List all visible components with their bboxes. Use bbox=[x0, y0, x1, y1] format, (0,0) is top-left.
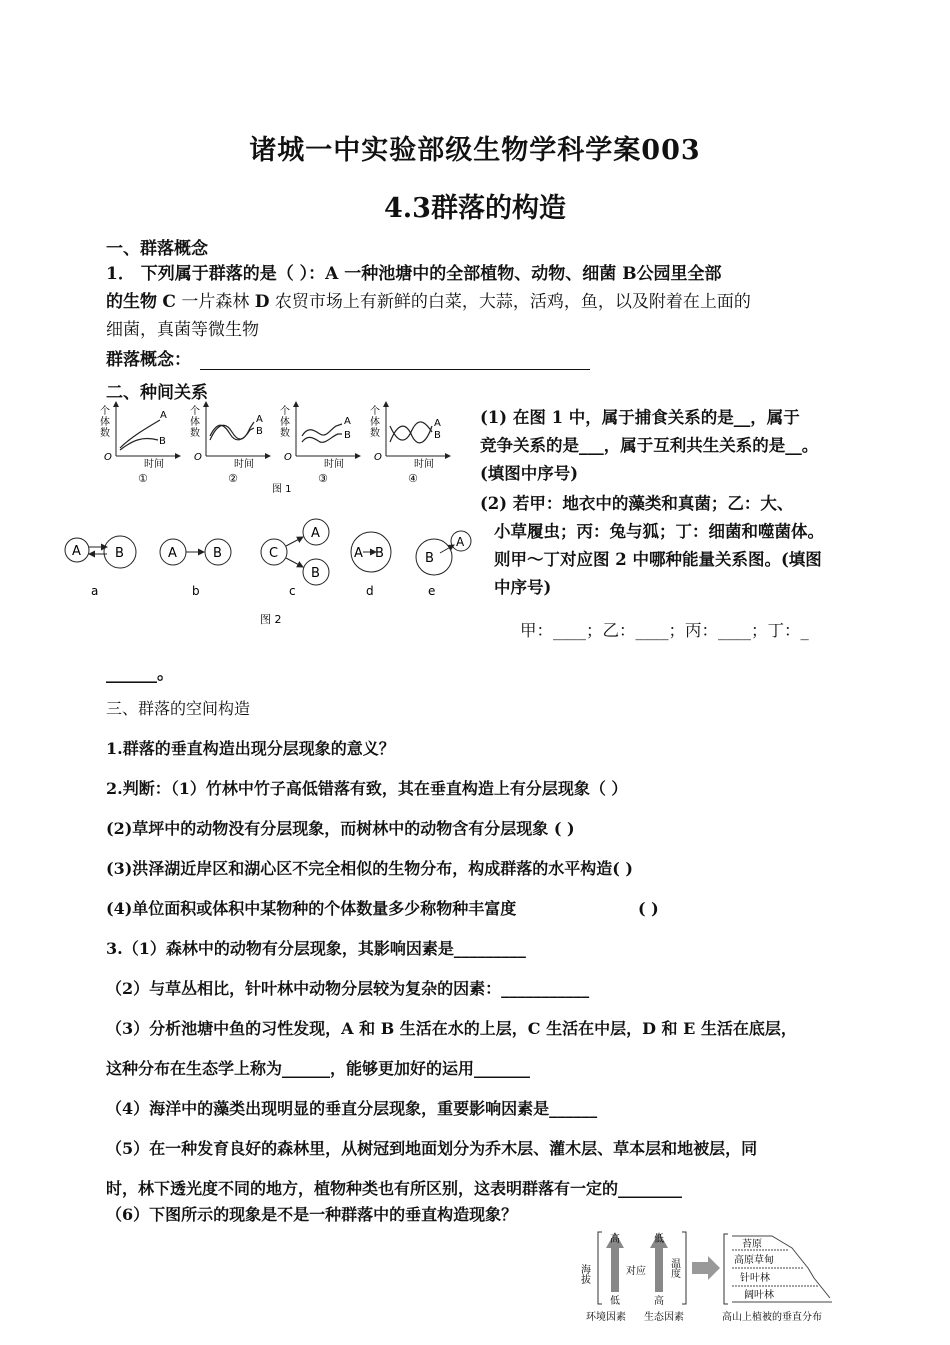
axis-y-char: 数 bbox=[370, 428, 380, 439]
s2-q1-line1: (1) 在图 1 中，属于捕食关系的是__，属于 bbox=[480, 408, 800, 427]
graph-number: ④ bbox=[408, 472, 418, 485]
figure-3-vertical-vegetation bbox=[578, 1228, 842, 1323]
axis-y-char: 数 bbox=[190, 428, 200, 439]
zone-meadow: 高原草甸 bbox=[734, 1255, 774, 1266]
s1-q1-line3: 细菌，真菌等微生物 bbox=[106, 320, 259, 340]
eco-factor-caption: 生态因素 bbox=[644, 1312, 684, 1323]
arrow1-high: 高 bbox=[610, 1234, 620, 1245]
arrow2-high: 高 bbox=[654, 1296, 664, 1307]
axis-x-label: 时间 bbox=[144, 459, 164, 470]
diagram-c bbox=[261, 519, 329, 598]
diagram-e bbox=[416, 531, 471, 598]
figure-3-caption: 高山上植被的垂直分布 bbox=[722, 1312, 822, 1323]
s3-q2-3: (3)洪泽湖近岸区和湖心区不完全相似的生物分布，构成群落的水平构造( ) bbox=[106, 859, 633, 878]
s1-q1-option-c: 一片森林 bbox=[175, 292, 255, 312]
origin-label: O bbox=[374, 452, 382, 463]
correspond-label: 对应 bbox=[626, 1266, 646, 1277]
s3-q3-5b: 时，林下透光度不同的地方，植物种类也有所区别，这表明群落有一定的________ bbox=[106, 1179, 683, 1198]
s3-q1: 1.群落的垂直构造出现分层现象的意义？ bbox=[106, 739, 395, 758]
node-b: B bbox=[375, 546, 384, 561]
zone-broadleaf: 阔叶林 bbox=[744, 1290, 774, 1301]
curve-b-label: B bbox=[434, 430, 441, 441]
node-b: B bbox=[425, 551, 434, 566]
figure-2-energy-diagrams bbox=[58, 515, 478, 630]
s3-q2-4-paren: ( ) bbox=[638, 899, 659, 918]
s2-q2-line2: 小草履虫；丙：兔与狐；丁：细菌和噬菌体。 bbox=[494, 522, 824, 541]
graph-number: ② bbox=[228, 472, 238, 485]
diagram-label: a bbox=[91, 584, 99, 598]
graph-2 bbox=[190, 404, 268, 485]
s1-q1-option-d-letter: D bbox=[254, 292, 270, 312]
s2-q1-line3: (填图中序号) bbox=[480, 464, 579, 483]
section1-heading: 一、群落概念 bbox=[106, 239, 208, 259]
s2-answer-line: 甲：____；乙：____；丙：____；丁：_ bbox=[520, 621, 809, 640]
section3-heading: 三、群落的空间构造 bbox=[106, 699, 251, 718]
s1-q1-stem: 1． 下列属于群落的是（ ）：A 一种池塘中的全部植物、动物、细菌 B bbox=[106, 264, 637, 284]
s3-q3-2: （2）与草丛相比，针叶林中动物分层较为复杂的因素：___________ bbox=[106, 979, 590, 998]
s2-q2-line3: 则甲～丁对应图 2 中哪种能量关系图。(填图 bbox=[494, 550, 822, 569]
diagram-label: d bbox=[366, 584, 374, 598]
s2-answer-tail: ______。 bbox=[106, 664, 174, 684]
s2-q2-line1: (2) 若甲：地衣中的藻类和真菌；乙：大、 bbox=[480, 494, 794, 513]
axis-y-char: 体 bbox=[370, 417, 380, 428]
diagram-b bbox=[160, 539, 231, 598]
figure-1-caption: 图 1 bbox=[272, 484, 292, 495]
curve-b-label: B bbox=[159, 436, 166, 447]
s3-q3-3a: （3）分析池塘中鱼的习性发现，A 和 B 生活在水的上层，C 生活在中层，D 和 E 生活在底层， bbox=[106, 1019, 797, 1038]
curve-a-label: A bbox=[344, 416, 351, 427]
page-title: 诸城一中实验部级生物学科学案003 bbox=[249, 135, 701, 166]
node-a: A bbox=[354, 546, 363, 561]
curve-b-label: B bbox=[256, 426, 263, 437]
s3-q3-3b: 这种分布在生态学上称为______，能够更加好的运用_______ bbox=[106, 1059, 531, 1078]
axis-y-char: 体 bbox=[190, 417, 200, 428]
s1-q1-line1 bbox=[106, 260, 722, 288]
s1-q1-option-b: 公园里全部 bbox=[636, 264, 722, 284]
diagram-label: b bbox=[192, 584, 200, 598]
node-c: C bbox=[269, 546, 279, 561]
s2-q2-line4: 中序号) bbox=[494, 578, 552, 597]
figure-2-caption: 图 2 bbox=[260, 613, 282, 626]
temperature-label: 温度 bbox=[668, 1258, 680, 1278]
graph-3 bbox=[280, 404, 358, 485]
axis-x-label: 时间 bbox=[324, 459, 344, 470]
s1-q1-option-d: 农贸市场上有新鲜的白菜，大蒜，活鸡，鱼，以及附着在上面的 bbox=[269, 292, 751, 312]
concept-blank-line bbox=[200, 369, 590, 370]
graph-4 bbox=[370, 404, 448, 485]
diagram-label: c bbox=[289, 584, 296, 598]
concept-label: 群落概念： bbox=[106, 350, 191, 370]
s1-q1-option-c-letter: C bbox=[162, 292, 176, 312]
s3-q3-5a: （5）在一种发育良好的森林里，从树冠到地面划分为乔木层、灌木层、草本层和地被层，同 bbox=[106, 1139, 758, 1158]
axis-y-char: 体 bbox=[280, 417, 290, 428]
node-b: B bbox=[213, 546, 222, 561]
s3-q2-1: 2.判断：（1）竹林中竹子高低错落有致，其在垂直构造上有分层现象（ ） bbox=[106, 779, 628, 798]
section2-heading: 二、种间关系 bbox=[106, 383, 208, 403]
axis-x-label: 时间 bbox=[234, 459, 254, 470]
node-a: A bbox=[168, 546, 177, 561]
axis-y-char: 个 bbox=[190, 406, 200, 417]
axis-y-char: 个 bbox=[100, 406, 110, 417]
figure-1-population-graphs bbox=[98, 400, 470, 495]
node-a: A bbox=[311, 526, 320, 541]
s3-q3-4: （4）海洋中的藻类出现明显的垂直分层现象，重要影响因素是______ bbox=[106, 1099, 598, 1118]
axis-y-char: 个 bbox=[370, 406, 380, 417]
s3-q3-1: 3.（1）森林中的动物有分层现象，其影响因素是_________ bbox=[106, 939, 526, 958]
s1-q1-option-b-end: 的生物 bbox=[106, 292, 157, 312]
graph-1 bbox=[100, 404, 178, 485]
axis-y-char: 数 bbox=[100, 428, 110, 439]
diagram-label: e bbox=[428, 584, 436, 598]
altitude-label: 海拔 bbox=[578, 1264, 590, 1284]
axis-y-char: 个 bbox=[280, 406, 290, 417]
curve-a-label: A bbox=[256, 414, 263, 425]
s1-q1-line2 bbox=[106, 288, 751, 316]
node-b: B bbox=[115, 546, 124, 561]
curve-a-label: A bbox=[160, 410, 167, 421]
diagram-a bbox=[65, 536, 136, 598]
s2-q1-line2: 竞争关系的是___，属于互利共生关系的是__。 bbox=[480, 436, 819, 455]
page-subtitle: 4.3群落的构造 bbox=[384, 193, 566, 224]
zone-conifer: 针叶林 bbox=[740, 1273, 770, 1284]
env-factor-caption: 环境因素 bbox=[586, 1312, 626, 1323]
curve-b-label: B bbox=[344, 430, 351, 441]
s3-q3-6: （6）下图所示的现象是不是一种群落中的垂直构造现象？ bbox=[106, 1205, 518, 1224]
origin-label: O bbox=[104, 452, 112, 463]
graph-number: ③ bbox=[318, 472, 328, 485]
axis-x-label: 时间 bbox=[414, 459, 434, 470]
origin-label: O bbox=[194, 452, 202, 463]
node-b: B bbox=[311, 566, 320, 581]
arrow2-low: 低 bbox=[654, 1234, 664, 1245]
curve-a-label: A bbox=[434, 418, 441, 429]
graph-number: ① bbox=[138, 472, 148, 485]
node-a: A bbox=[456, 535, 465, 549]
s3-q2-4: (4)单位面积或体积中某物种的个体数量多少称物种丰富度 bbox=[106, 899, 517, 918]
arrow1-low: 低 bbox=[610, 1296, 620, 1307]
node-a: A bbox=[72, 544, 81, 559]
axis-y-char: 体 bbox=[100, 417, 110, 428]
s3-q2-2: (2)草坪中的动物没有分层现象，而树林中的动物含有分层现象 ( ) bbox=[106, 819, 575, 838]
zone-tundra: 苔原 bbox=[742, 1239, 762, 1250]
axis-y-char: 数 bbox=[280, 428, 290, 439]
origin-label: O bbox=[284, 452, 292, 463]
diagram-d bbox=[351, 532, 391, 598]
